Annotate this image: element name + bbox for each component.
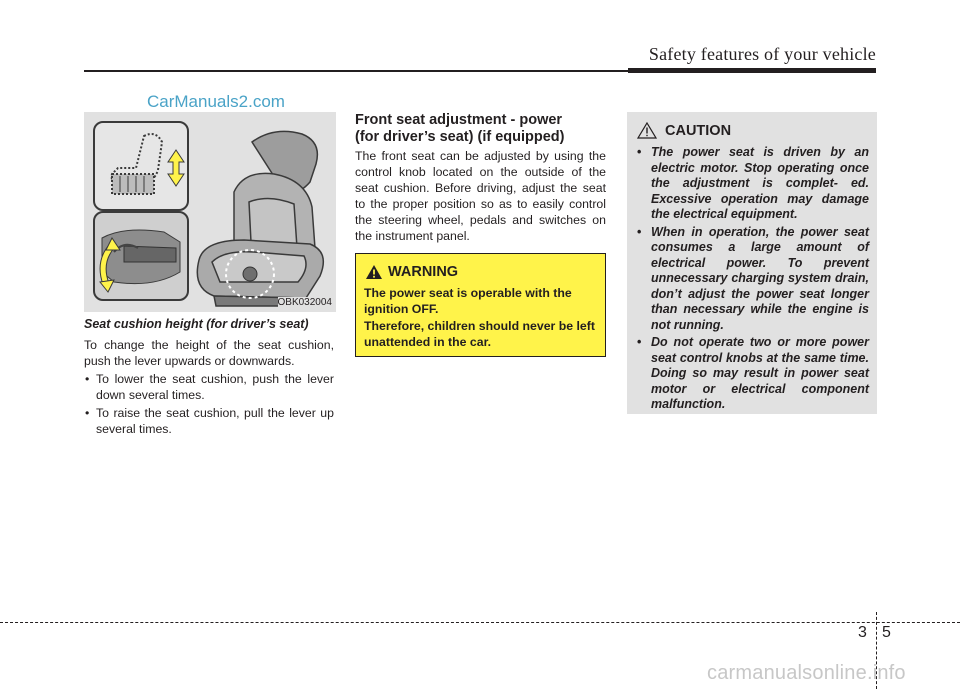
warning-text-2: Therefore, children should never be left unattended in the car.: [364, 319, 595, 349]
warning-title: WARNING: [388, 264, 459, 280]
header-rule-accent: [628, 68, 876, 73]
header-rule: [84, 70, 628, 72]
page-number: 5: [882, 624, 891, 641]
left-bullet-list: [84, 371, 334, 437]
seat-illustration: [84, 112, 336, 312]
warning-header: [364, 264, 597, 280]
caution-box: [627, 112, 877, 414]
heading-line-2: (for driver’s seat) (if equipped): [355, 129, 565, 145]
power-seat-drawing: [84, 112, 336, 312]
left-intro: To change the height of the seat cushion, push the lever upwards or downwards.: [84, 338, 334, 368]
list-item: • When in operation, the power seat consumes a large amount of electrical power. To prevent unnecessary charging system drain, don’t adjust the power seat longer than necessary while the engine is not running.: [635, 225, 869, 334]
seat-control-knob: [243, 267, 257, 281]
footer-watermark[interactable]: carmanualsonline.info: [707, 662, 906, 684]
footer-divider: [0, 622, 960, 623]
caution-triangle-icon: [637, 122, 657, 139]
figure-caption: Seat cushion height (for driver’s seat): [84, 317, 309, 331]
chapter-number: 3: [858, 624, 867, 641]
caution-list: [635, 145, 869, 413]
section-heading: [355, 112, 610, 146]
heading-line-1: Front seat adjustment - power: [355, 112, 563, 128]
left-body-text: [84, 337, 334, 437]
caution-header: [635, 122, 869, 139]
header-title: Safety features of your vehicle: [648, 44, 876, 64]
list-item: • To lower the seat cushion, push the lever down several times.: [84, 371, 334, 403]
caution-title: CAUTION: [665, 122, 732, 139]
warning-box: [355, 253, 606, 357]
list-item: • The power seat is driven by an electric motor. Stop operating once the adjustment is complet- ed. Excessive operation may damage the electrical equipment.: [635, 145, 869, 223]
list-item: • To raise the seat cushion, pull the lever up several times.: [84, 405, 334, 437]
warning-triangle-icon: [366, 265, 382, 279]
list-item: • Do not operate two or more power seat control knobs at the same time. Doing so may result in power seat motor or electrical component malfunction.: [635, 335, 869, 413]
watermark-link[interactable]: CarManuals2.com: [147, 92, 285, 111]
warning-text-1: The power seat is operable with the ignition OFF.: [364, 286, 572, 316]
figure-code: OBK032004: [277, 297, 332, 308]
seat-body: [197, 131, 323, 306]
section-body: The front seat can be adjusted by using the control knob located on the outside of the seat cushion. Before driving, adjust the seat to the proper position so as to easily control the steering wheel, pedals and switches on the instrument panel.: [355, 149, 606, 243]
